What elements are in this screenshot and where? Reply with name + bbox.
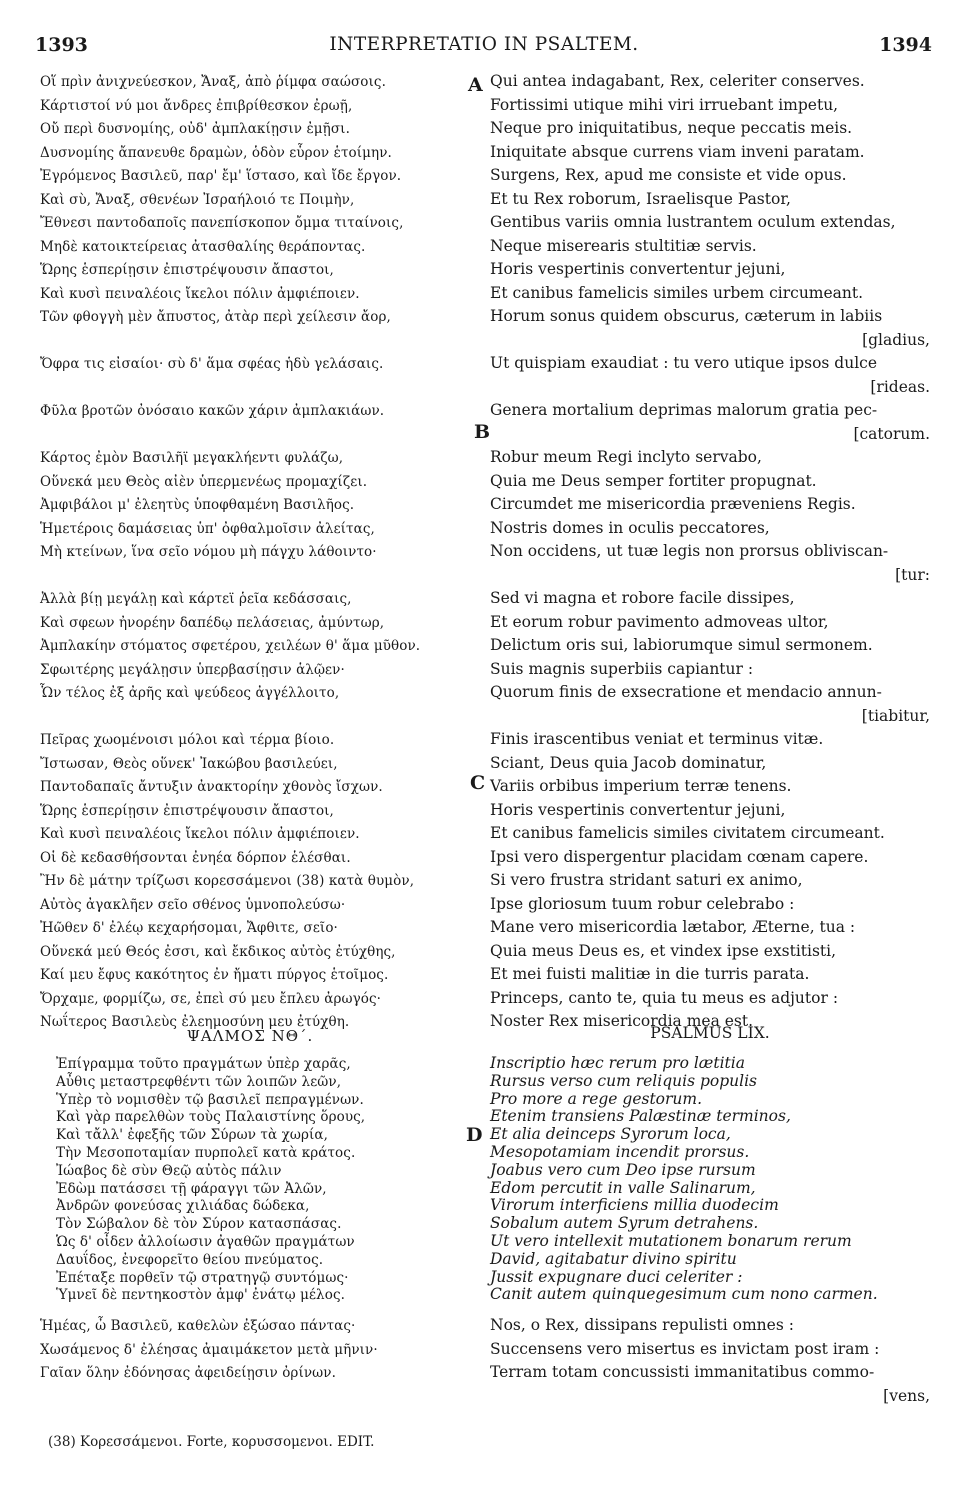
text-line: Οὕνεκά μευ Θεὸς αἰὲν ὑπερμενέως προμαχίζει. <box>40 473 368 490</box>
right-page-number: 1394 <box>879 34 932 56</box>
text-line: Et canibus famelicis similes urbem circumeant. <box>490 283 864 302</box>
text-line: Genera mortalium deprimas malorum gratia pec- <box>490 401 878 419</box>
text-line: Τὸν Σώβαλον δὲ τὸν Σύρον κατασπάσας. <box>56 1216 342 1233</box>
text-line: Et tu Rex roborum, Israelisque Pastor, <box>490 189 791 208</box>
text-line: Quia meus Deus es, et vindex ipse exstitisti, <box>490 941 837 960</box>
text-line: Mane vero misericordia lætabor, Æterne, tua : <box>490 918 856 936</box>
text-line: Τὴν Μεσοποταμίαν πυρπολεῖ κατὰ κράτος. <box>56 1145 356 1161</box>
text-line: Αὖθις μεταστρεφθέντι τῶν λοιπῶν λεῶν, <box>56 1073 342 1090</box>
text-line: Quia me Deus semper fortiter propugnat. <box>490 471 817 490</box>
text-line: Qui antea indagabant, Rex, celeriter conserves. <box>490 72 865 90</box>
text-line: Ὥρης ἑσπερίῃσιν ἐπιστρέψουσιν ἄπαστοι, <box>40 262 334 278</box>
text-line: Ἐγρόμενος Βασιλεῦ, παρ' ἔμ' ἵστασο, καὶ ἴδε ἔργον. <box>40 168 402 184</box>
text-line: Ἐπίγραμμα τοῦτο πραγμάτων ὑπὲρ χαρᾶς, <box>56 1056 351 1072</box>
text-line: Ὑπὲρ τὸ νομισθὲν τῷ βασιλεῖ πεπραγμένων. <box>56 1091 364 1108</box>
text-line: Κάρτιστοί νύ μοι ἄνδρες ἐπιβρίθεσκον ἐρωῇ, <box>40 97 353 114</box>
left-page-number: 1393 <box>35 34 88 56</box>
text-line: Suis magnis superbiis capiantur : <box>490 659 754 678</box>
text-line: Succensens vero misertus es invictam post iram : <box>490 1339 880 1358</box>
text-line: Αὐτὸς ἀγακλῆεν σεῖο σθένος ὑμνοπολεύσω· <box>40 896 346 913</box>
text-line: Robur meum Regi inclyto servabo, <box>490 448 762 466</box>
text-line: Ἐπέταξε πορθεῖν τῷ στρατηγῷ συντόμως· <box>56 1269 349 1286</box>
text-line: Γαῖαν ὅλην ἐδόνησας ἀφειδείῃσιν ὀρίνων. <box>40 1365 336 1381</box>
text-line: Ut quispiam exaudiat : tu vero utique ipsos dulce <box>490 354 878 372</box>
text-line: Ipsi vero dispergentur placidam cœnam capere. <box>490 847 869 866</box>
text-line: Ut vero intellexit mutationem bonarum rerum <box>490 1232 852 1250</box>
text-line: Ἐδὼμ πατάσσει τῇ φάραγγι τῶν Ἀλῶν, <box>56 1180 327 1197</box>
text-line: Μηδὲ κατοικτείρειας ἀτασθαλίης θεράποντας. <box>40 238 366 255</box>
text-line: Οὕνεκά μεύ Θεός ἐσσι, καὶ ἔκδικος αὐτὸς ἐτύχθης, <box>40 943 396 960</box>
footnote: (38) Κορεσσάμενοι. Forte, κορυσσομενοι. EDIT. <box>48 1434 375 1450</box>
text-line: Ἀλλὰ βίῃ μεγάλῃ καὶ κάρτεϊ ῥεῖα κεδάσσαις, <box>40 591 352 607</box>
text-line: Jussit expugnare duci celeriter : <box>490 1267 743 1286</box>
text-line: Οἵ πρὶν ἀνιχνεύεσκον, Ἄναξ, ἀπὸ ῥίμφα σαώσοις. <box>40 74 386 90</box>
text-line: Nostris domes in oculis peccatores, <box>490 518 770 537</box>
text-line: Et alia deinceps Syrorum loca, <box>490 1125 731 1144</box>
text-line: Rursus verso cum reliquis populis <box>490 1071 757 1090</box>
text-line: Ἀμφιβάλοι μ' ἐλεητὺς ὑποφθαμένη Βασιλῆος. <box>40 497 355 513</box>
text-line: Joabus vero cum Deo ipse rursum <box>490 1160 756 1179</box>
text-line: Quorum finis de exsecratione et mendacio annun- <box>490 683 882 701</box>
text-line: Iniquitate absque currens viam inveni paratam. <box>490 142 865 161</box>
text-line: Variis orbibus imperium terræ tenens. <box>490 777 792 795</box>
margin-marker-d: D <box>466 1124 483 1146</box>
text-line: Ἀνδρῶν φονεύσας χιλιάδας δώδεκα, <box>56 1198 310 1215</box>
text-line: Πεῖρας χωομένοισι μόλοι καὶ τέρμα βίοιο. <box>40 732 335 748</box>
text-line: Οἱ δὲ κεδασθήσονται ἐνηέα δόρπον ἑλέσθαι. <box>40 849 351 866</box>
text-line: Ipse gloriosum tuum robur celebrabo : <box>490 894 795 913</box>
text-line: Virorum interficiens millia duodecim <box>490 1196 779 1215</box>
text-line: Non occidens, ut tuæ legis non prorsus obliviscan- <box>490 542 889 560</box>
text-line: [tiabitur, <box>861 706 930 725</box>
text-line: Gentibus variis omnia lustrantem oculum extendas, <box>490 213 896 231</box>
greek-psalm-title: ΨΑΛΜΟΣ ΝΘ΄. <box>186 1027 314 1045</box>
text-line: Τῶν φθογγὴ μὲν ἄπυστος, ἀτὰρ περὶ χείλεσιν ἄορ, <box>40 309 391 325</box>
text-line: Neque pro iniquitatibus, neque peccatis meis. <box>490 119 853 137</box>
text-line: Nos, o Rex, dissipans repulisti omnes : <box>490 1316 794 1334</box>
text-line: Mesopotamiam incendit prorsus. <box>490 1143 750 1161</box>
running-title: INTERPRETATIO IN PSALTEM. <box>329 34 639 55</box>
text-line: Σφωιτέρης μεγάλῃσιν ὑπερβασίῃσιν ἁλῷεν· <box>40 661 345 678</box>
text-line: Terram totam concussisti immanitatibus commo- <box>490 1363 875 1381</box>
text-line: Ἴστωσαν, Θεὸς οὕνεκ' Ἰακώβου βασιλεύει, <box>40 755 338 772</box>
text-line: Ἡμέας, ὦ Βασιλεῦ, καθελὼν ἐξώσαο πάντας· <box>40 1318 356 1334</box>
text-line: [vens, <box>883 1386 930 1405</box>
text-line: Princeps, canto te, quia tu meus es adjutor : <box>490 988 839 1007</box>
text-line: [tur: <box>895 565 930 584</box>
text-line: Ὧν τέλος ἐξ ἀρῆς καὶ ψεύδεος ἀγγέλλοιτο, <box>40 685 340 701</box>
text-line: Ἀμπλακίην στόματος σφετέρου, χειλέων θ' ἅμα μῦθον. <box>40 638 421 654</box>
text-line: Ὄρχαμε, φορμίζω, σε, ἐπεὶ σύ μευ ἔπλευ ἀρωγός· <box>40 990 382 1007</box>
text-line: [gladius, <box>862 330 930 349</box>
text-line: Inscriptio hæc rerum pro lætitia <box>490 1054 745 1072</box>
text-line: Καὶ κυσὶ πειναλέοις ἴκελοι πόλιν ἀμφιέποιεν. <box>40 826 360 842</box>
text-line: Μὴ κτείνων, ἵνα σεῖο νόμου μὴ πάγχυ λάθοιντο· <box>40 544 377 560</box>
text-line: Sobalum autem Syrum detrahens. <box>490 1214 759 1233</box>
text-line: Καί μευ ἔφυς κακότητος ἐν ἤματι πύργος ἑτοῖμος. <box>40 967 389 983</box>
text-line: David, agitabatur divino spiritu <box>490 1249 737 1268</box>
text-line: Καὶ σὺ, Ἄναξ, σθενέων Ἰσραήλοιό τε Ποιμὴν, <box>40 191 355 208</box>
text-line: Ἰώαβος δὲ σὺν Θεῷ αὐτὸς πάλιν <box>56 1162 282 1179</box>
text-line: Surgens, Rex, apud me consiste et vide opus. <box>490 166 847 184</box>
text-line: Καὶ τἄλλ' ἐφεξῆς τῶν Σύρων τὰ χωρία, <box>56 1127 329 1144</box>
text-line: Delictum oris sui, labiorumque simul sermonem. <box>490 636 873 654</box>
text-line: Canit autem quinquegesimum cum nono carmen. <box>490 1285 878 1304</box>
text-line: Horis vespertinis convertentur jejuni, <box>490 800 786 819</box>
text-line: Noster Rex misericordia mea est. <box>490 1012 754 1030</box>
text-line: Etenim transiens Palæstinæ terminos, <box>490 1107 791 1126</box>
text-line: [catorum. <box>853 424 930 443</box>
text-line: Καὶ κυσὶ πειναλέοις ἴκελοι πόλιν ἀμφιέποιεν. <box>40 285 360 302</box>
text-line: Ὑμνεῖ δὲ πεντηκοστὸν ἀμφ' ἐνάτῳ μέλος. <box>56 1287 345 1304</box>
text-line: [rideas. <box>870 377 930 396</box>
text-line: Ὡς δ' οἶδεν ἀλλοίωσιν ἀγαθῶν πραγμάτων <box>56 1234 355 1250</box>
text-line: Ὄφρα τις εἰσαίοι· σὺ δ' ἅμα σφέας ἡδὺ γελάσαις. <box>40 356 384 372</box>
text-line: Ἔθνεσι παντοδαποῖς πανεπίσκοπον ὄμμα τιταίνοις, <box>40 215 404 231</box>
text-line: Et eorum robur pavimento admoveas ultor, <box>490 612 829 631</box>
text-line: Fortissimi utique mihi viri irruebant impetu, <box>490 95 839 114</box>
margin-marker-a: A <box>468 74 483 96</box>
text-line: Finis irascentibus veniat et terminus vitæ. <box>490 730 824 748</box>
margin-marker-b: B <box>474 421 491 443</box>
text-line: Edom percutit in valle Salinarum, <box>490 1178 756 1197</box>
text-line: Οὔ περὶ δυσνομίης, οὐδ' ἀμπλακίῃσιν ἐμῇσι. <box>40 121 350 137</box>
text-line: Κάρτος ἐμὸν Βασιλῆϊ μεγακλήεντι φυλάζω, <box>40 450 344 466</box>
text-line: Sed vi magna et robore facile dissipes, <box>490 589 795 607</box>
margin-marker-c: C <box>470 772 486 794</box>
text-line: Καὶ σφεων ἠνορέην δαπέδῳ πελάσειας, ἀμύντωρ, <box>40 614 385 631</box>
text-line: Χωσάμενος δ' ἐλέησας ἀμαιμάκετον μετὰ μῆνιν· <box>40 1341 378 1358</box>
text-line: Si vero frustra stridant saturi ex animo, <box>490 871 803 889</box>
text-line: Et mei fuisti malitiæ in die turris parata. <box>490 965 810 983</box>
latin-psalm-title: PSALMUS LIX. <box>650 1024 770 1042</box>
text-line: Νωΐτερος Βασιλεὺς ἐλεημοσύνη μευ ἐτύχθη. <box>40 1014 350 1030</box>
text-line: Circumdet me misericordia præveniens Regis. <box>490 495 856 513</box>
text-line: Ἡμετέροις δαμάσειας ὑπ' ὀφθαλμοῖσιν ἀλείτας, <box>40 520 375 537</box>
text-line: Horum sonus quidem obscurus, cæterum in labiis <box>490 307 883 325</box>
text-line: Παντοδαπαῖς ἄντυξιν ἀνακτορίην χθονὸς ἴσχων. <box>40 779 383 795</box>
text-line: Horis vespertinis convertentur jejuni, <box>490 260 786 278</box>
text-line: Δυσνομίης ἄπανευθε δραμὼν, ὁδὸν εὗρον ἑτοίμην. <box>40 144 392 161</box>
text-line: Ἢν δὲ μάτην τρίζωσι κορεσσάμενοι (38) κατὰ θυμὸν, <box>40 873 415 889</box>
text-line: Et canibus famelicis similes civitatem circumeant. <box>490 824 885 842</box>
text-line: Καὶ γὰρ παρελθὼν τοὺς Παλαιστίνης ὅρους, <box>56 1109 366 1126</box>
text-line: Ἠῶθεν δ' ἐλέῳ κεχαρήσομαι, Ἄφθιτε, σεῖο· <box>40 920 338 936</box>
text-line: Ὥρης ἑσπερίῃσιν ἐπιστρέψουσιν ἄπαστοι, <box>40 802 334 819</box>
text-line: Neque miserearis stultitiæ servis. <box>490 236 757 255</box>
text-line: Φῦλα βροτῶν ὀνόσαιο κακῶν χάριν ἀμπλακιάων. <box>40 403 385 419</box>
text-line: Pro more a rege gestorum. <box>490 1089 703 1108</box>
text-line: Sciant, Deus quia Jacob dominatur, <box>490 753 767 772</box>
text-line: Δαυΐδος, ἐνεφορεῖτο θείου πνεύματος. <box>56 1251 324 1268</box>
